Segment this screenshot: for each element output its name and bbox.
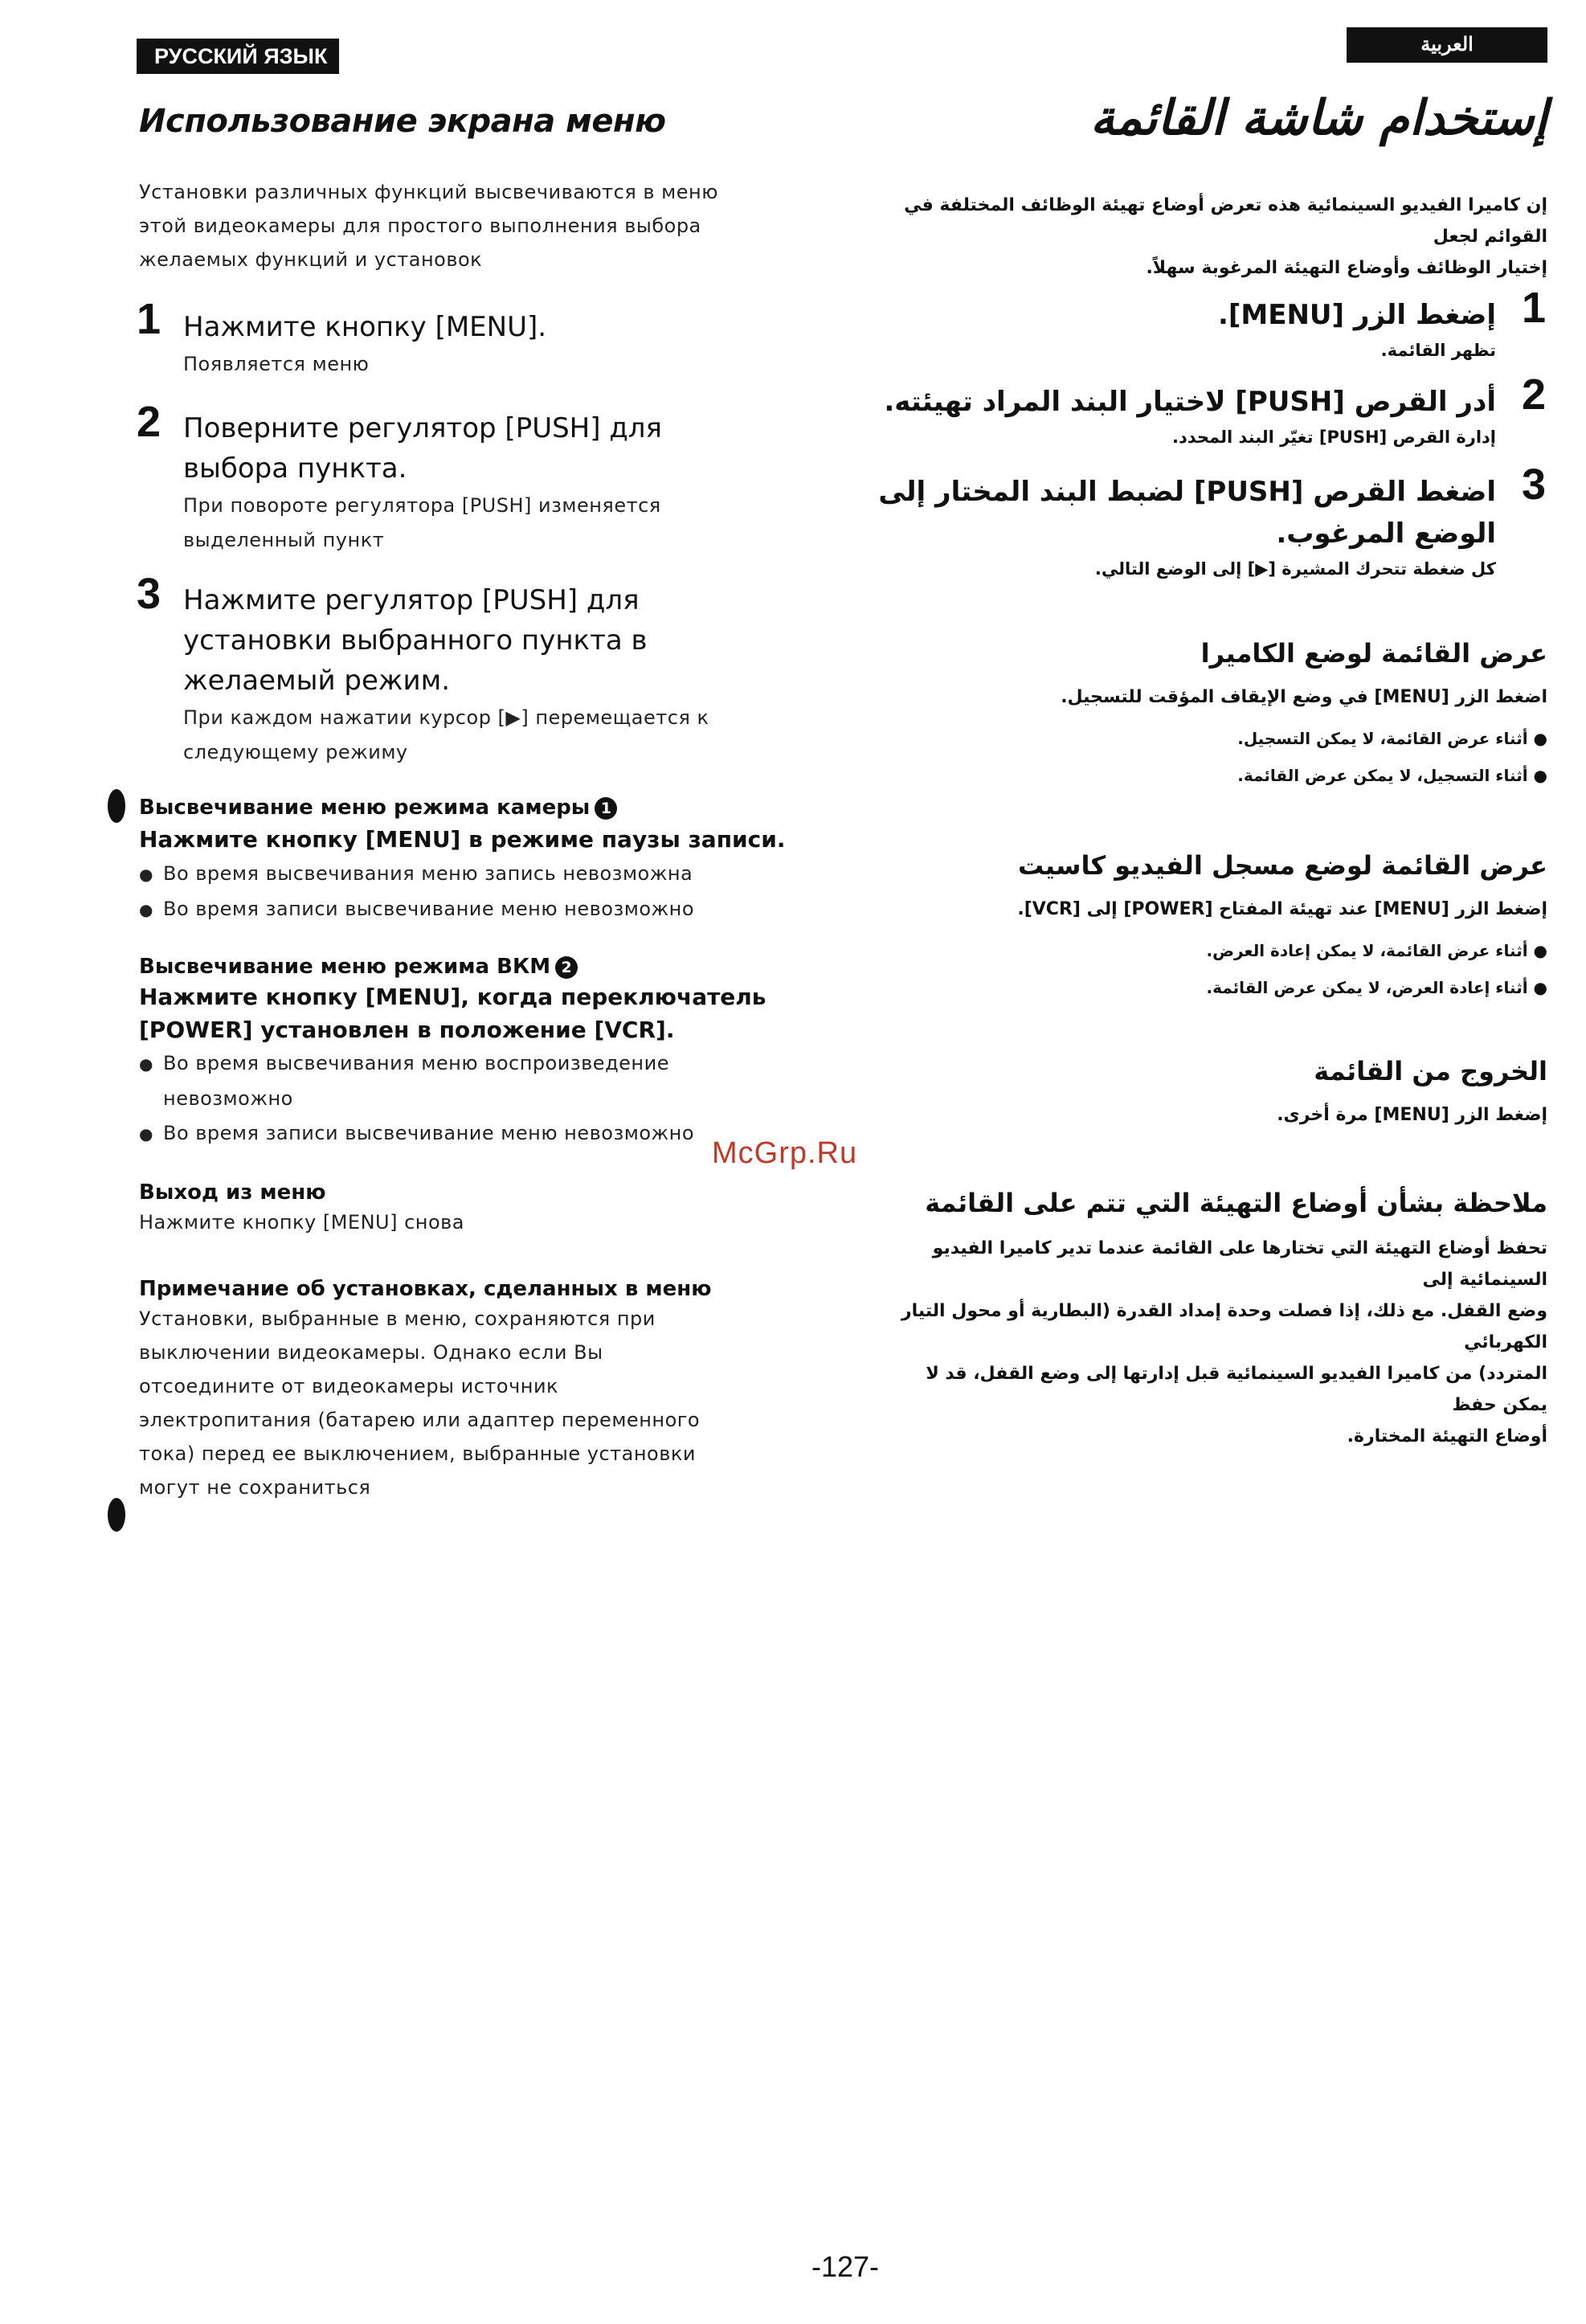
- note-heading-arabic: ملاحظة بشأن أوضاع التهيئة التي تتم على القائمة: [925, 1188, 1547, 1218]
- page-title-russian: Использование экрана меню: [139, 103, 666, 140]
- step-1-number-arabic: 1: [1521, 284, 1546, 332]
- watermark: McGrp.Ru: [712, 1136, 858, 1170]
- page-title-arabic: إستخدام شاشة القائمة: [1089, 90, 1547, 146]
- camera-menu-heading-russian: Высвечивание меню режима камеры 1: [139, 792, 617, 824]
- bullet-icon: ●: [1527, 766, 1547, 785]
- list-item: ● أثناء عرض القائمة، لا يمكن التسجيل.: [1237, 729, 1547, 748]
- vcr-menu-instruction-russian: Нажмите кнопку [MENU], когда переключатель [POWER] установлен в положение [VCR].: [139, 984, 766, 1043]
- bullet-icon: ●: [139, 900, 153, 919]
- note-text-arabic: تحفظ أوضاع التهيئة التي تختارها على القائمة عندما تدير كاميرا الفيديو السينمائية إلى وضع القفل. مع ذلك، إذا فصلت وحدة إمداد القدرة (البطارية أو محول التيار الكهربائي المتردد) من كاميرا الفيديو السينمائية قبل إدارتها إلى وضع القفل، قد لا يمكن حفظ أوضاع التهيئة المختارة.: [901, 1238, 1547, 1446]
- camera-menu-heading-arabic: عرض القائمة لوضع الكاميرا: [1200, 638, 1547, 669]
- vcr-menu-bullets-russian: ● Во время высвечивания меню воспроизведение невозможно ● Во время записи высвечивание меню невозможно: [139, 1046, 806, 1152]
- list-item: ● Во время записи высвечивание меню невозможно: [139, 1116, 806, 1152]
- step-2-number-arabic: 2: [1521, 370, 1546, 419]
- bullet-icon: ●: [1527, 729, 1547, 748]
- vcr-menu-heading-russian: Высвечивание меню режима ВКМ 2: [139, 951, 578, 983]
- camera-mode-badge: 1: [595, 797, 617, 820]
- list-item: ● أثناء التسجيل، لا يمكن عرض القائمة.: [1237, 766, 1547, 785]
- step-1-russian: Нажмите кнопку [MENU]. Появляется меню: [183, 311, 547, 375]
- bullet-icon: ●: [1527, 978, 1547, 997]
- step-3-number-arabic: 3: [1521, 460, 1546, 509]
- vcr-menu-heading-arabic: عرض القائمة لوضع مسجل الفيديو كاسيت: [1018, 850, 1547, 881]
- list-item: ● أثناء عرض القائمة، لا يمكن إعادة العرض.: [1206, 941, 1547, 960]
- step-1-arabic: إضغط الزر [MENU]. تظهر القائمة.: [1217, 299, 1496, 360]
- language-tag-arabic: العربية: [1347, 27, 1547, 63]
- note-text-russian: Установки, выбранные в меню, сохраняются при выключении видеокамеры. Однако если Вы отсоедините от видеокамеры источник электропитания (батарею или адаптер переменного тока) перед ее выключением, выбранные установки могут не сохраниться: [139, 1307, 701, 1499]
- language-tag-russian: РУССКИЙ ЯЗЫК: [137, 39, 339, 74]
- vcr-mode-badge: 2: [555, 956, 578, 979]
- bullet-icon: ●: [139, 1054, 153, 1074]
- camera-menu-instruction-russian: Нажмите кнопку [MENU] в режиме паузы записи.: [139, 826, 786, 853]
- step-2-arabic: أدر القرص [PUSH] لاختيار البند المراد تهيئته. إدارة القرص [PUSH] تغيّر البند المحدد.: [884, 386, 1496, 447]
- intro-text-arabic: إن كاميرا الفيديو السينمائية هذه تعرض أوضاع تهيئة الوظائف المختلفة في القوائم لجعل إختيار الوظائف وأوضاع التهيئة المرغوبة سهلاً.: [904, 195, 1547, 278]
- note-heading-russian: Примечание об установках, сделанных в меню: [139, 1277, 712, 1301]
- step-2-russian: Поверните регулятор [PUSH] для выбора пункта. При повороте регулятора [PUSH] изменяется выделенный пункт: [183, 412, 662, 551]
- camera-menu-bullets-arabic: [1237, 720, 1547, 794]
- binding-mark-bottom: [108, 1498, 125, 1532]
- step-3-number: 3: [137, 570, 161, 618]
- list-item: ● أثناء إعادة العرض، لا يمكن عرض القائمة.: [1206, 978, 1547, 997]
- list-item: ● Во время высвечивания меню запись невозможна: [139, 857, 806, 892]
- binding-mark-top: [108, 789, 125, 823]
- vcr-menu-instruction-arabic: إضغط الزر [MENU] عند تهيئة المفتاح [POWER] إلى [VCR].: [1017, 899, 1547, 919]
- exit-menu-text-russian: Нажмите кнопку [MENU] снова: [139, 1211, 465, 1234]
- bullet-icon: ●: [139, 865, 153, 884]
- step-2-number: 2: [137, 398, 161, 446]
- step-3-arabic: اضغط القرص [PUSH] لضبط البند المختار إلى الوضع المرغوب. كل ضغطة تتحرك المشيرة [▶] إلى الوضع التالي.: [878, 476, 1496, 579]
- camera-menu-bullets-russian: [139, 857, 806, 927]
- step-3-russian: Нажмите регулятор [PUSH] для установки выбранного пункта в желаемый режим. При каждом нажатии курсор [▶] перемещается к следующему режиму: [183, 584, 709, 763]
- exit-menu-text-arabic: إضغط الزر [MENU] مرة أخرى.: [1277, 1105, 1547, 1125]
- step-1-number: 1: [137, 295, 161, 343]
- exit-menu-heading-russian: Выход из меню: [139, 1180, 326, 1205]
- list-item: ● Во время высвечивания меню воспроизведение: [139, 1046, 806, 1082]
- bullet-icon: ●: [139, 1124, 153, 1144]
- vcr-menu-bullets-arabic: [1206, 932, 1547, 1006]
- exit-menu-heading-arabic: الخروج من القائمة: [1314, 1056, 1547, 1086]
- intro-text-russian: Установки различных функций высвечиваются в меню этой видеокамеры для простого выполнения выбора желаемых функций и установок: [139, 181, 718, 271]
- camera-menu-instruction-arabic: اضغط الزر [MENU] في وضع الإيقاف المؤقت للتسجيل.: [1061, 687, 1547, 707]
- list-item: ● Во время записи высвечивание меню невозможно: [139, 892, 806, 927]
- bullet-icon: ●: [1527, 941, 1547, 960]
- page-number: -127-: [811, 2250, 880, 2283]
